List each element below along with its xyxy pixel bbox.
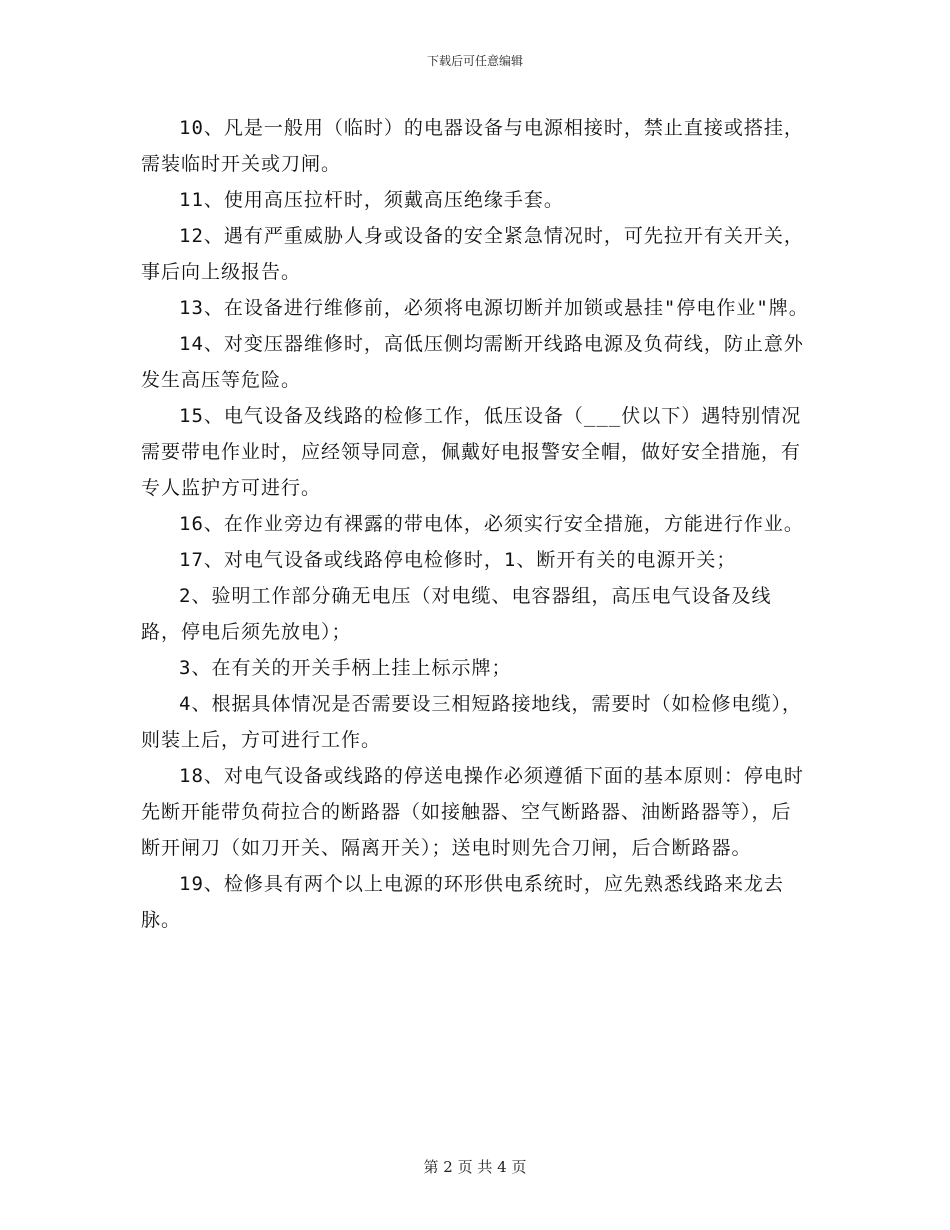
paragraph-17-step-2: 2、验明工作部分确无电压（对电缆、电容器组，高压电气设备及线路，停电后须先放电）； [141,585,772,643]
paragraph-19: 19、检修具有两个以上电源的环形供电系统时，应先熟悉线路来龙去脉。 [141,873,784,931]
paragraph-17: 17、对电气设备或线路停电检修时，1、断开有关的电源开关； [179,549,737,571]
paragraph-17-step-3: 3、在有关的开关手柄上挂上标示牌； [179,657,512,679]
page-number: 第 2 页 共 4 页 [423,1158,527,1176]
paragraph-12: 12、遇有严重威胁人身或设备的安全紧急情况时，可先拉开有关开关，事后向上级报告。 [141,225,804,283]
paragraph-18: 18、对电气设备或线路的停送电操作必须遵循下面的基本原则：停电时先断开能带负荷拉合的断路器（如接触器、空气断路器、油断路器等），后断开闸刀（如刀开关、隔离开关）；送电时则先合刀闸，后合断路器。 [141,765,804,859]
document-body [141,110,811,938]
page-header: 下载后可任意编辑 [426,54,523,68]
paragraph-15: 15、电气设备及线路的检修工作，低压设备（___伏以下）遇特别情况需要带电作业时，应经领导同意，佩戴好电报警安全帽，做好安全措施，有专人监护方可进行。 [141,405,802,499]
paragraph-13: 13、在设备进行维修前，必须将电源切断并加锁或悬挂"停电作业"牌。 [179,297,809,319]
paragraph-17-step-4: 4、根据具体情况是否需要设三相短路接地线，需要时（如检修电缆），则装上后，方可进行工作。 [141,693,802,751]
paragraph-11: 11、使用高压拉杆时，须戴高压绝缘手套。 [179,189,564,211]
paragraph-16: 16、在作业旁边有裸露的带电体，必须实行安全措施，方能进行作业。 [179,513,804,535]
paragraph-10: 10、凡是一般用（临时）的电器设备与电源相接时，禁止直接或搭挂，需装临时开关或刀闸。 [141,117,804,175]
paragraph-14: 14、对变压器维修时，高低压侧均需断开线路电源及负荷线，防止意外发生高压等危险。 [141,333,804,391]
